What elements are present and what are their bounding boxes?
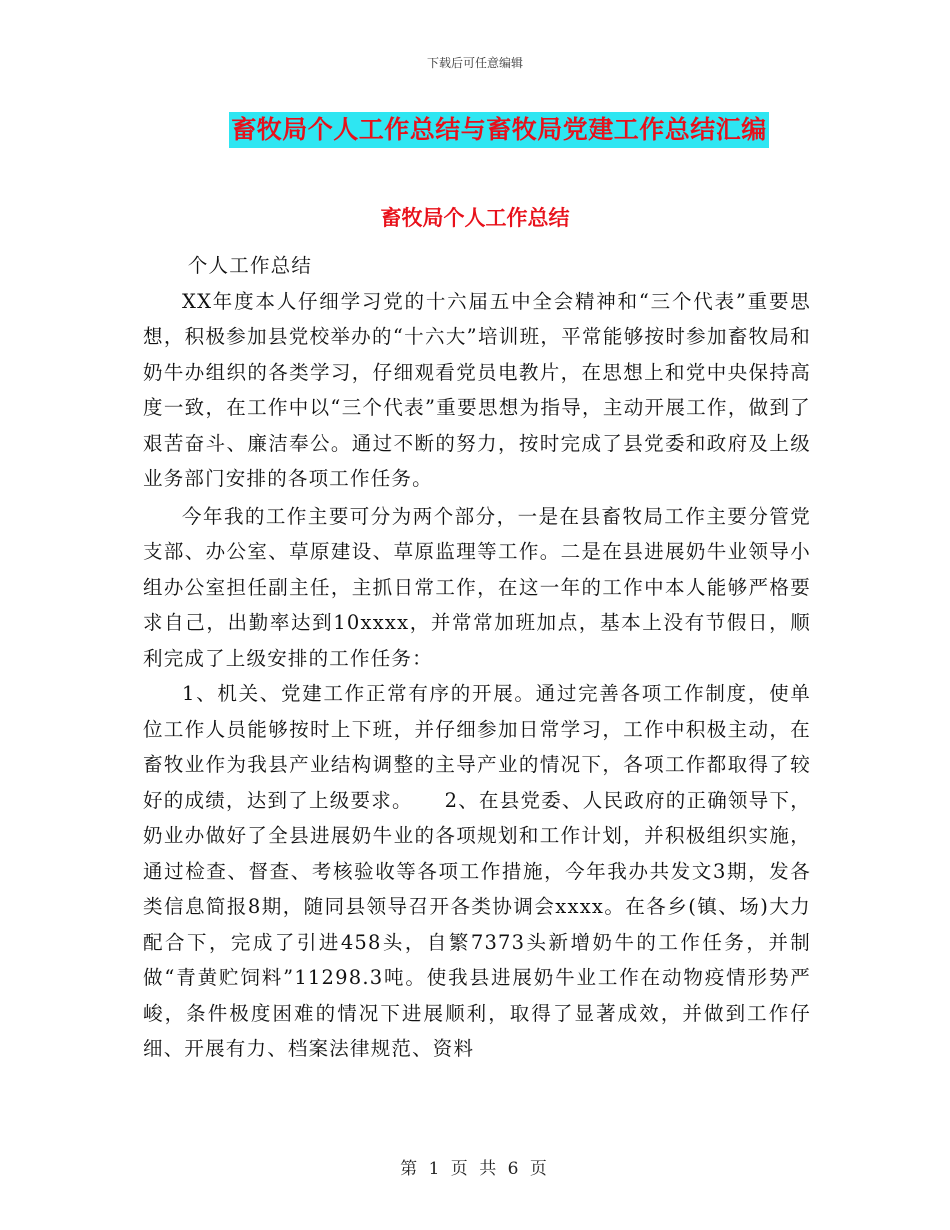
paragraph-1: XX年度本人仔细学习党的十六届五中全会精神和“三个代表”重要思想，积极参加县党校举办的“十六大”培训班，平常能够按时参加畜牧局和奶牛办组织的各类学习，仔细观看党员电教片，在思想上和党中央保持高度一致，在工作中以“三个代表”重要思想为指导，主动开展工作，做到了艰苦奋斗、廉洁奉公。通过不断的努力，按时完成了县党委和政府及上级业务部门安排的各项工作任务。 [143, 289, 811, 490]
paragraph-3: 1、机关、党建工作正常有序的开展。通过完善各项工作制度，使单位工作人员能够按时上下班，并仔细参加日常学习，工作中积极主动，在畜牧业作为我县产业结构调整的主导产业的情况下，各项工作都取得了较好的成绩，达到了上级要求。 2、在县党委、人民政府的正确领导下，奶业办做好了全县进展奶牛业的各项规划和工作计划，并积极组织实施，通过检查、督查、考核验收等各项工作措施，今年我办共发文3期，发各类信息简报8期，随同县领导召开各类协调会xxxx。在各乡(镇、场)大力配合下，完成了引进458头，自繁7373头新增奶牛的工作任务，并制做“青黄贮饲料”11298.3吨。使我县进展奶牛业工作在动物疫情形势严峻，条件极度困难的情况下进展顺利，取得了显著成效，并做到工作仔细、开展有力、档案法律规范、资料 [143, 682, 811, 1060]
document-body [143, 248, 811, 1067]
sub-heading: 个人工作总结 [187, 254, 313, 277]
main-title-container [0, 112, 950, 148]
page-header-note: 下载后可任意编辑 [426, 56, 523, 70]
paragraph-2: 今年我的工作主要可分为两个部分，一是在县畜牧局工作主要分管党支部、办公室、草原建设、草原监理等工作。二是在县进展奶牛业领导小组办公室担任副主任，主抓日常工作，在这一年的工作中本人能够严格要求自己，出勤率达到10xxxx，并常常加班加点，基本上没有节假日，顺利完成了上级安排的工作任务： [143, 504, 811, 670]
section-title: 畜牧局个人工作总结 [380, 206, 570, 230]
page-footer: 第 1 页 共 6 页 [400, 1159, 550, 1179]
document-main-title: 畜牧局个人工作总结与畜牧局党建工作总结汇编 [229, 112, 769, 148]
